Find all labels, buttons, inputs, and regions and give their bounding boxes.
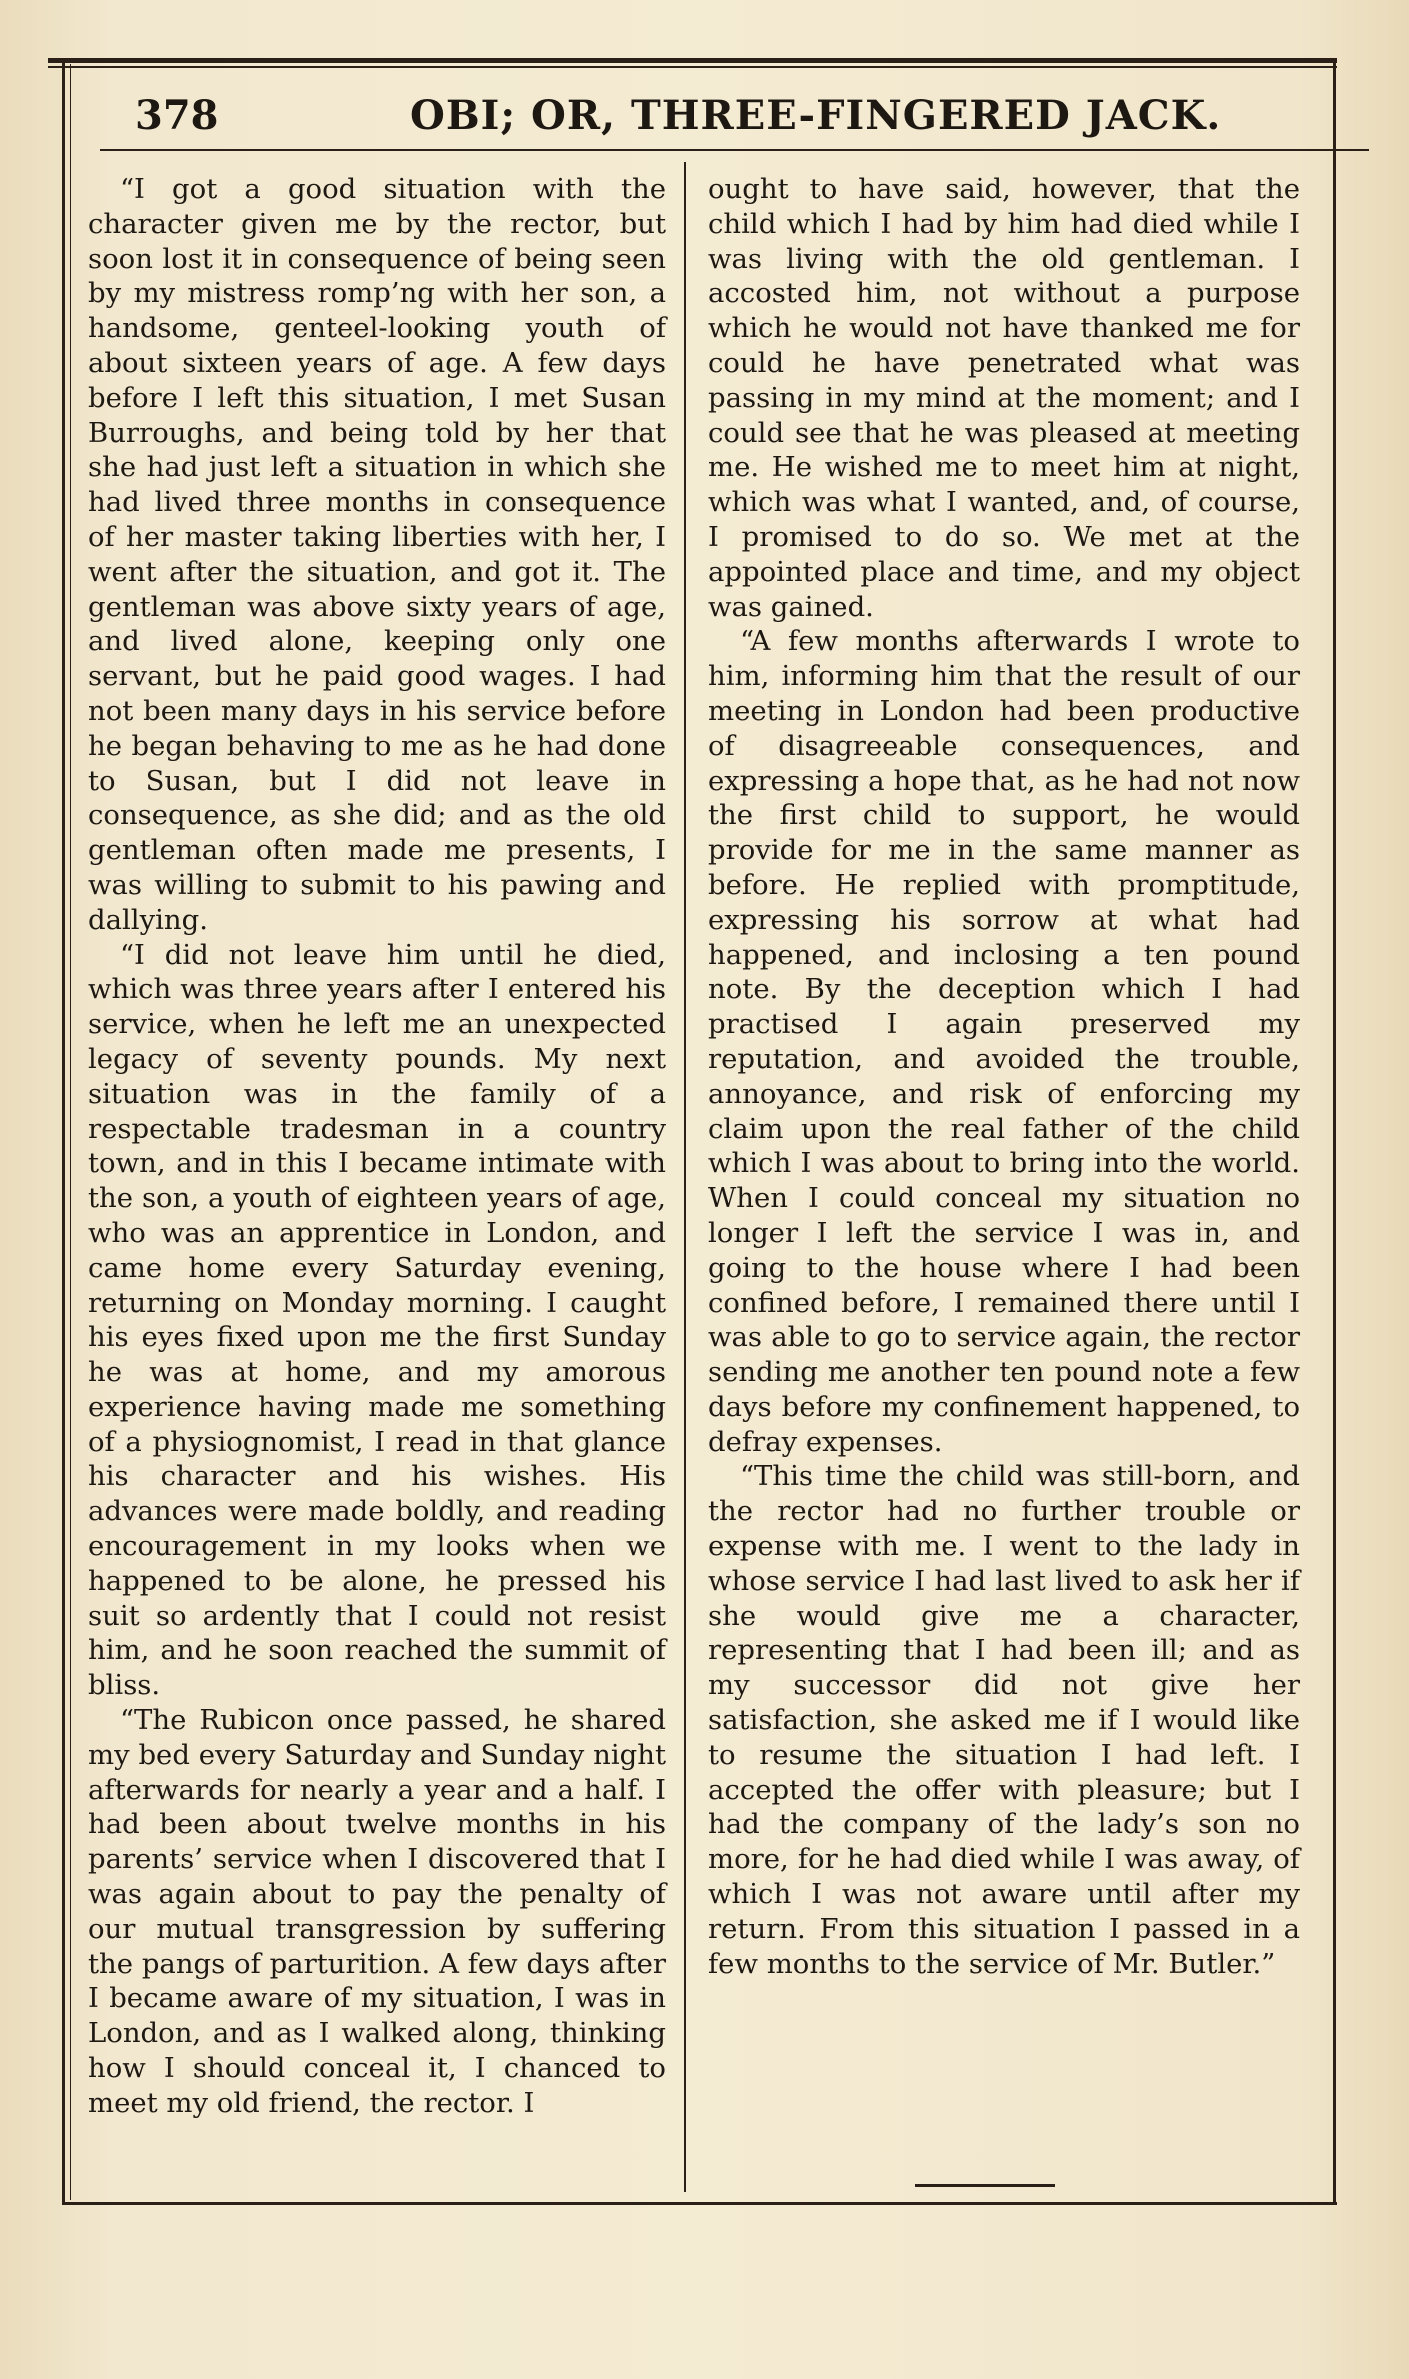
running-title: OBI; OR, THREE-FINGERED JACK. [410, 92, 1222, 139]
top-border-rule-inner [48, 66, 1337, 68]
left-column [88, 172, 666, 2121]
paragraph: “This time the child was still-born, and the rector had no further trouble or expense with me. I went to the lady in whose service I had last lived to ask her if she would give me a character, representing that I had been ill; and as my successor did not give her satisfaction, she asked me if I would like to resume the situation I had left. I accepted the offer with pleasure; but I had the company of the lady’s son no more, for he had died while I was away, of which I was not aware until after my return. From this situation I passed in a few months to the service of Mr. Butler.” [708, 1460, 1300, 1980]
end-rule [915, 2184, 1055, 2187]
paragraph: ought to have said, however, that the child which I had by him had died while I was living with the old gentleman. I accosted him, not without a purpose which he would not have thanked me for could he have penetrated what was passing in my mind at the moment; and I could see that he was pleased at meeting me. He wished me to meet him at night, which was what I wanted, and, of course, I promised to do so. We met at the appointed place and time, and my object was gained. [708, 173, 1300, 623]
bottom-border-rule [62, 2202, 1337, 2205]
header-rule [100, 149, 1369, 151]
left-border-rule [62, 58, 65, 2203]
paragraph: “The Rubicon once passed, he shared my bed every Saturday and Sunday night afterwards for nearly a year and a half. I had been about twelve months in his parents’ service when I discovered that I was again about to pay the penalty of our mutual transgression by suffering the pangs of parturition. A few days after I became aware of my situation, I was in London, and as I walked along, thinking how I should conceal it, I chanced to meet my old friend, the rector. I [88, 1704, 666, 2119]
paragraph: “A few months afterwards I wrote to him, informing him that the result of our meeting in London had been productive of disagreeable consequences, and expressing a hope that, as he had not now the first child to support, he would provide for me in the same manner as before. He replied with promptitude, expressing his sorrow at what had happened, and inclosing a ten pound note. By the deception which I had practised I again preserved my reputation, and avoided the trouble, annoyance, and risk of enforcing my claim upon the real father of the child which I was about to bring into the world. When I could conceal my situation no longer I left the service I was in, and going to the house where I had been confined before, I remained there until I was able to go to service again, the rector sending me another ten pound note a few days before my confinement happened, to defray expenses. [708, 625, 1300, 1458]
paragraph: “I did not leave him until he died, which was three years after I entered his service, when he left me an unexpected legacy of seventy pounds. My next situation was in the family of a respectable tradesman in a country town, and in this I became intimate with the son, a youth of eighteen years of age, who was an apprentice in London, and came home every Saturday evening, returning on Monday morning. I caught his eyes fixed upon me the first Sunday he was at home, and my amorous experience having made me something of a physiognomist, I read in that glance his character and his wishes. His advances were made boldly, and reading encouragement in my looks when we happened to be alone, he pressed his suit so ardently that I could not resist him, and he soon reached the summit of bliss. [88, 938, 666, 1702]
right-column [708, 172, 1300, 1981]
page-number: 378 [135, 92, 219, 139]
right-border-rule [1333, 60, 1336, 2205]
top-border-rule [48, 58, 1337, 63]
left-border-rule-inner [70, 64, 71, 2200]
column-divider [684, 162, 686, 2192]
paragraph: “I got a good situation with the character given me by the rector, but soon lost it in consequence of being seen by my mistress romp’ng with her son, a handsome, genteel-looking youth of about sixteen years of age. A few days before I left this situation, I met Susan Burroughs, and being told by her that she had just left a situation in which she had lived three months in consequence of her master taking liberties with her, I went after the situation, and got it. The gentleman was above sixty years of age, and lived alone, keeping only one servant, but he paid good wages. I had not been many days in his service before he began behaving to me as he had done to Susan, but I did not leave in consequence, as she did; and as the old gentleman often made me presents, I was willing to submit to his pawing and dallying. [88, 173, 666, 936]
page-header [120, 92, 1310, 152]
